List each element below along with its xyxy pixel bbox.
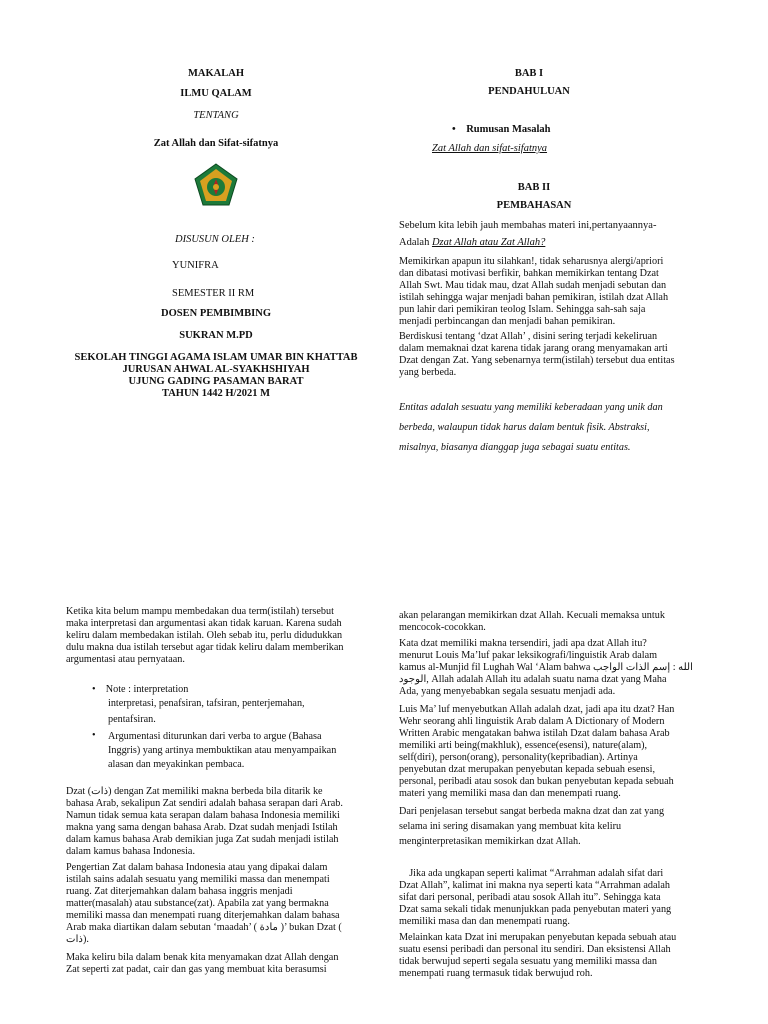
intro-line2-prefix: Adalah xyxy=(399,237,432,248)
cover-topic: Zat Allah dan Sifat-sifatnya xyxy=(153,138,279,149)
right-paragraph-4 xyxy=(399,868,703,928)
bullet-rumusan xyxy=(452,124,551,136)
text-line: materi yang memiliki masa dan dan menempati ruang. xyxy=(399,788,621,799)
text-line: tidak berwujud seperti segala sesuatu yang memiliki massa dan xyxy=(399,956,658,967)
rumusan-label: Rumusan Masalah xyxy=(466,124,551,135)
text-line: penyebutan dzat merupakan penyebutan kepada sebuah esensi, xyxy=(399,764,656,775)
text-line: Dzat sama sekali tidak menunjukkan pada penyebutan materi yang xyxy=(399,904,672,915)
right-paragraph-3 xyxy=(399,804,703,849)
body-page-right xyxy=(384,600,768,1024)
intro-paragraph-3 xyxy=(399,398,731,458)
text-line: menurut Louis Ma’luf pakar leksikografi/linguistik Arab dalam xyxy=(399,650,658,661)
text-line: Dzat dengan Zat. Yang sebenarnya term(istilah) tersebut dua entitas xyxy=(399,355,675,366)
text-line: Melainkan kata Dzat ini merupakan penyebutan kepada sebuah atau xyxy=(399,932,677,943)
text-line: dalam kamus bahasa Indonesia. xyxy=(66,846,196,857)
text-line: istilah sehingga wajar menjadi bahan pemikiran, istilah dzat Allah xyxy=(399,292,669,303)
right-paragraph-1 xyxy=(399,638,703,698)
cover-title-makalah: MAKALAH xyxy=(188,68,244,79)
text-line: ruang. Zat diterjemahkan dalam bahasa inggris menjadi xyxy=(66,886,293,897)
text-line: memiliki masa dan dan menempati ruang. xyxy=(399,916,570,927)
right-paragraph-0 xyxy=(399,610,703,634)
text-line: Wehr seorang ahli linguistik Arab dalam A Dictionary of Modern xyxy=(399,716,665,727)
text-line: kamus al-Munjid fil Lughah Wal ‘Alam bahwa الله : إسم الذات الواجب xyxy=(399,662,693,673)
text-line: Maka keliru bila dalam benak kita menyamakan dzat Allah dengan xyxy=(66,952,339,963)
text-line: selama ini sering disamakan yang membuat kita keliru xyxy=(399,821,622,832)
intro-paragraph-2 xyxy=(399,331,731,379)
rumusan-sub: Zat Allah dan sifat-sifatnya xyxy=(432,143,548,154)
text-line: misalnya, biasanya dianggap juga sebagai suatu entitas. xyxy=(399,442,631,453)
text-line: Berdiskusi tentang ‘dzat Allah’ , disini sering terjadi kekeliruan xyxy=(399,331,658,342)
text-line: alasan dan meyakinkan pembaca. xyxy=(108,759,245,770)
text-line: Written Arabic mengatakan bahwa istilah Dzat dalam bahasa Arab xyxy=(399,728,670,739)
text-line: menginterpretasikan memikirkan dzat Allah. xyxy=(399,836,581,847)
text-line: bahasa Arab, sekalipun Zat sendiri adalah bahasa serapan dari Arab. xyxy=(66,798,343,809)
text-line: pun lahir dari pemikiran teolog Islam. Sehingga sah-sah saja xyxy=(399,304,646,315)
text-line: argumentasi atau pernyataan. xyxy=(66,654,185,665)
cover-advisor-label: DOSEN PEMBIMBING xyxy=(161,308,271,319)
text-line: sifat dari personal, peribadi atau sosok Allah itu”. Sehingga kata xyxy=(399,892,661,903)
note-line: interpretasi, penafsiran, tafsiran, penterjemahan, xyxy=(108,698,305,709)
text-line: Arab maka diartikan dalam sebutan ‘maadah’ ( مادة )’ bukan Dzat ( xyxy=(66,922,342,933)
text-line: Dzat (ذات) dengan Zat memiliki makna berbeda bila ditarik ke xyxy=(66,786,323,797)
text-line: Allah Swt. Mau tidak mau, dzat Allah sudah menjadi sebutan dan xyxy=(399,280,667,291)
text-line: Inggris) yang artinya membuktikan atau menyampaikan xyxy=(108,745,337,756)
text-line: dulu makna dua istilah tersebut agar tidak keliru dalam memberikan xyxy=(66,642,344,653)
cover-author: YUNIFRA xyxy=(172,260,219,271)
text-line: Argumentasi diturunkan dari verba to argue (Bahasa xyxy=(108,731,322,742)
cover-compiled-by: DISUSUN OLEH : xyxy=(175,234,255,245)
text-line: Dari penjelasan tersebut sangat berbeda makna dzat dan zat yang xyxy=(399,806,665,817)
left-paragraph-2 xyxy=(66,786,366,858)
text-line: Jika ada ungkapan seperti kalimat “Arrahman adalah sifat dari xyxy=(399,868,664,879)
text-line: dalam kamus bahasa Arab demikian juga Zat sudah menjadi istilah xyxy=(66,834,339,845)
cover-title-tentang: TENTANG xyxy=(193,110,239,121)
cover-school-name: SEKOLAH TINGGI AGAMA ISLAM UMAR BIN KHATTAB xyxy=(74,352,358,363)
text-line: keliru dalam membedakan istilah. Oleh sebab itu, perlu didudukkan xyxy=(66,630,343,641)
note-bullet-2 xyxy=(108,730,366,772)
text-line: ذات). xyxy=(66,934,89,945)
cover-semester: SEMESTER II RM xyxy=(172,288,255,299)
text-line: الوجود, Allah adalah Allah itu adalah suatu nama dzat yang Maha xyxy=(399,674,667,685)
text-line: maka interpretasi dan argumentasi akan tidak karuan. Karena sudah xyxy=(66,618,342,629)
text-line: Pengertian Zat dalam bahasa Indonesia atau yang dipakai dalam xyxy=(66,862,328,873)
text-line: memiliki arti being(makhluk), essence(esensi), nature(alam), xyxy=(399,740,648,751)
bullet-dot-icon: • xyxy=(452,124,467,135)
cover-title-subject: ILMU QALAM xyxy=(180,88,252,99)
text-line: memiliki massa dan menempati ruang diterjemahkan dalam bahasa xyxy=(66,910,340,921)
cover-page xyxy=(0,40,384,580)
bab2-heading: BAB II xyxy=(517,182,551,193)
text-line: Memikirkan apapun itu silahkan!, tidak seharusnya alergi/apriori xyxy=(399,256,664,267)
campus-emblem-icon xyxy=(193,162,239,208)
left-paragraph-3 xyxy=(66,862,366,946)
text-line: Namun tidak semua kata serapan dalam bahasa Indonesia memiliki xyxy=(66,810,340,821)
text-line: Entitas adalah sesuatu yang memiliki keberadaan yang unik dan xyxy=(399,402,663,413)
text-line: self(diri), person(orang), personality(kepribadian). Artinya xyxy=(399,752,638,763)
cover-year: TAHUN 1442 H/2021 M xyxy=(161,388,270,399)
right-paragraph-2 xyxy=(399,704,703,800)
left-paragraph-1 xyxy=(66,606,366,666)
cover-advisor-name: SUKRAN M.PD xyxy=(179,330,253,341)
text-line: istilah sains adalah sesuatu yang memiliki massa dan menempati xyxy=(66,874,330,885)
text-line: Kata dzat memiliki makna tersendiri, jadi apa dzat Allah itu? xyxy=(399,638,647,649)
text-line: Dzat Allah”, kalimat ini makna nya seperti kata “Arrahman adalah xyxy=(399,880,670,891)
text-line: akan pelarangan memikirkan dzat Allah. Kecuali memaksa untuk xyxy=(399,610,665,621)
text-line: dalam memaknai dzat karena tidak jarang orang menyamakan arti xyxy=(399,343,668,354)
bab1-heading: BAB I xyxy=(514,68,544,79)
intro-line2 xyxy=(399,237,545,249)
text-line: mencocok-cocokkan. xyxy=(399,622,486,633)
intro-paragraph-1 xyxy=(399,256,731,328)
cover-location: UJUNG GADING PASAMAN BARAT xyxy=(128,376,304,387)
bullet-dot-icon: • xyxy=(92,684,106,695)
text-line: Ada, yang menyebabkan segala sesuatu menjadi ada. xyxy=(399,686,616,697)
bab2-title: PEMBAHASAN xyxy=(496,200,572,211)
text-line: Luis Ma’ luf menyebutkan Allah adalah dzat, jadi apa itu dzat? Han xyxy=(399,704,675,715)
text-line: berbeda, walaupun tidak harus dalam bentuk fisik. Abstraksi, xyxy=(399,422,650,433)
cover-department: JURUSAN AHWAL AL-SYAKHSHIYAH xyxy=(122,364,310,375)
note-bullet-1 xyxy=(92,684,188,696)
text-line: Ketika kita belum mampu membedakan dua term(istilah) tersebut xyxy=(66,606,334,617)
left-paragraph-4 xyxy=(66,952,366,976)
text-line: menjadi perbincangan dan menjadi bahan pemikiran. xyxy=(399,316,616,327)
text-line: Zat seperti zat padat, cair dan gas yang membuat kita berasumsi xyxy=(66,964,327,975)
bullet-dot-icon: • xyxy=(92,730,96,741)
text-line: yang berbeda. xyxy=(399,367,457,378)
intro-line2-question: Dzat Allah atau Zat Allah? xyxy=(431,237,546,248)
text-line: dan dibatasi motivasi berfikir, bahkan memikirkan tentang Dzat xyxy=(399,268,659,279)
text-line: suatu esensi peribadi dan personal itu sendiri. Dan eksistensi Allah xyxy=(399,944,671,955)
intro-page xyxy=(384,40,768,580)
text-line: makna yang sama dengan bahasa Arab. Dzat sudah menjadi Istilah xyxy=(66,822,338,833)
note-line: pentafsiran. xyxy=(108,714,156,725)
body-page-left xyxy=(0,600,384,1024)
text-line: matter(masalah) atau substance(zat). Apabila zat yang bermakna xyxy=(66,898,329,909)
text-line: personal, peribadi atau sosok dan bukan penyebutan kepada sebuah xyxy=(399,776,674,787)
intro-line1: Sebelum kita lebih jauh membahas materi ini,pertanyaannya- xyxy=(399,220,657,231)
right-paragraph-5 xyxy=(399,932,703,980)
note-label: Note : interpretation xyxy=(105,684,189,695)
bab1-title: PENDAHULUAN xyxy=(488,86,570,97)
text-line: menempati ruang termasuk tidak berwujud roh. xyxy=(399,968,593,979)
